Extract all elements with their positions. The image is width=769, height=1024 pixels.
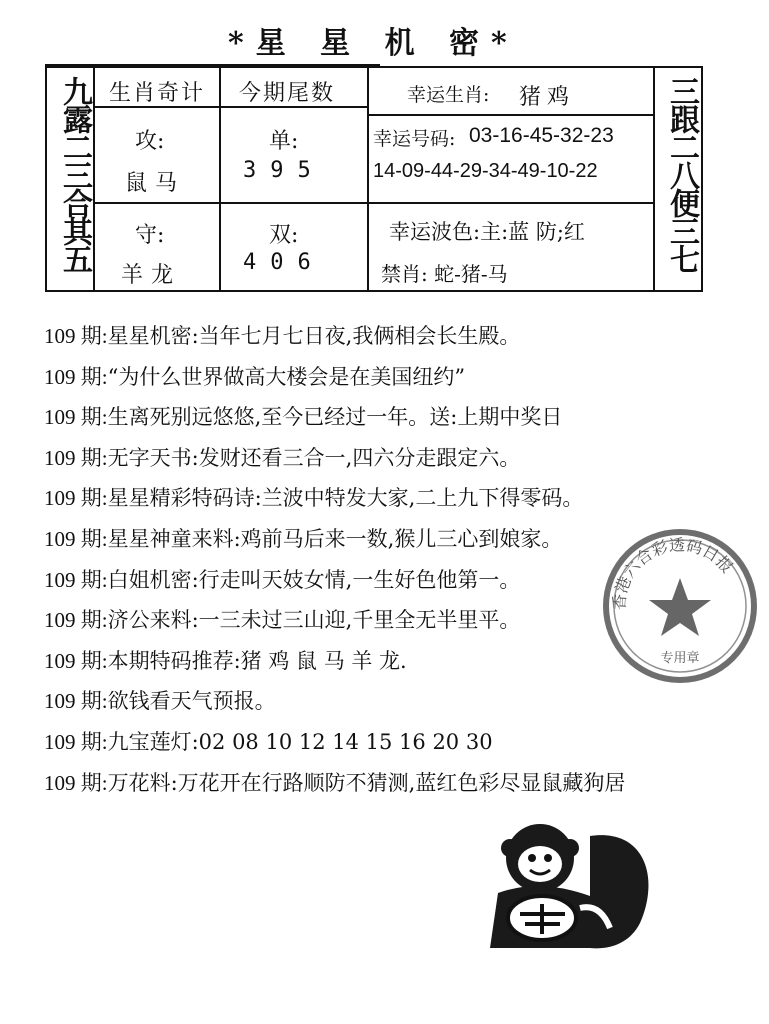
line-text: 万花料:万花开在行路顺防不猜测,蓝红色彩尽显鼠藏狗居 bbox=[107, 770, 626, 795]
line-text: “为什么世界做高大楼会是在美国纽约” bbox=[107, 364, 466, 389]
attack-label: 攻: bbox=[135, 129, 165, 154]
issue-label: 109 期: bbox=[44, 445, 108, 470]
issue-label: 109 期: bbox=[44, 324, 108, 348]
issue-label: 109 期: bbox=[44, 608, 108, 633]
grid-divider bbox=[653, 68, 655, 290]
issue-label: 109 期: bbox=[44, 486, 108, 511]
banned-zodiac: 禁肖: 蛇-猪-马 bbox=[381, 262, 508, 286]
issue-label: 109 期: bbox=[44, 364, 108, 389]
double-value: 406 bbox=[243, 250, 325, 275]
lucky-wave: 幸运波色:主:蓝 防;红 bbox=[389, 220, 585, 244]
single-value: 395 bbox=[243, 158, 325, 183]
lucky-zodiac-value: 猪鸡 bbox=[519, 85, 576, 110]
list-item bbox=[44, 438, 764, 479]
list-item bbox=[44, 681, 764, 722]
line-text: 星星神童来料:鸡前马后来一数,猴儿三心到娘家。 bbox=[107, 526, 563, 551]
star-icon bbox=[649, 578, 711, 636]
monkey-mascot-icon bbox=[470, 818, 660, 953]
grid-divider bbox=[367, 68, 369, 290]
line-text: 本期特码推荐:猪 鸡 鼠 马 羊 龙. bbox=[107, 648, 407, 673]
grid-divider bbox=[367, 202, 653, 204]
issue-label: 109 期: bbox=[44, 567, 108, 592]
issue-label: 109 期: bbox=[44, 689, 108, 714]
attack-value: 鼠马 bbox=[125, 171, 186, 196]
grid-divider bbox=[367, 114, 653, 116]
list-item bbox=[44, 397, 764, 438]
right-vertical-verse: 三跟二八便三七 bbox=[664, 76, 699, 272]
list-item bbox=[44, 722, 764, 763]
double-label: 双: bbox=[269, 223, 299, 248]
issue-label: 109 期: bbox=[44, 405, 108, 430]
list-item bbox=[44, 316, 764, 357]
svg-text:香港六合彩透码日报: 香港六合彩透码日报 bbox=[609, 535, 737, 611]
line-text: 星星机密:当年七月七日夜,我俩相会长生殿。 bbox=[107, 324, 521, 348]
lucky-zodiac-label: 幸运生肖: bbox=[407, 84, 490, 106]
grid-divider bbox=[93, 202, 367, 204]
line-text: 无字天书:发财还看三合一,四六分走跟定六。 bbox=[107, 445, 521, 470]
line-text: 生离死别远悠悠,至今已经过一年。送:上期中奖日 bbox=[107, 405, 563, 430]
info-grid bbox=[45, 66, 703, 292]
svg-text:专用章: 专用章 bbox=[660, 651, 700, 666]
issue-label: 109 期: bbox=[44, 729, 108, 754]
header-zodiac: 生肖奇计 bbox=[109, 81, 206, 106]
issue-label: 109 期: bbox=[44, 648, 108, 673]
single-label: 单: bbox=[269, 129, 299, 154]
page-title: *星 星 机 密* bbox=[228, 26, 519, 61]
seal-stamp bbox=[602, 528, 758, 684]
defend-label: 守: bbox=[135, 223, 165, 248]
lucky-numbers-row1: 03-16-45-32-23 bbox=[469, 124, 614, 147]
issue-label: 109 期: bbox=[44, 770, 108, 795]
list-item bbox=[44, 763, 764, 804]
lucky-numbers-label: 幸运号码: bbox=[373, 128, 456, 150]
line-text: 白姐机密:行走叫天妓女情,一生好色他第一。 bbox=[107, 567, 521, 592]
issue-label: 109 期: bbox=[44, 526, 108, 551]
grid-divider bbox=[219, 68, 221, 290]
list-item bbox=[44, 357, 764, 398]
defend-value: 羊龙 bbox=[121, 263, 182, 288]
list-item bbox=[44, 478, 764, 519]
left-vertical-verse: 九露二三合其五 bbox=[57, 76, 92, 272]
line-text: 济公来料:一三未过三山迎,千里全无半里平。 bbox=[107, 608, 521, 633]
header-tail: 今期尾数 bbox=[239, 81, 336, 106]
line-text: 星星精彩特码诗:兰波中特发大家,二上九下得零码。 bbox=[107, 486, 584, 511]
line-text: 九宝莲灯:02 08 10 12 14 15 16 20 30 bbox=[107, 729, 493, 754]
lucky-numbers-row2: 14-09-44-29-34-49-10-22 bbox=[373, 160, 598, 182]
line-text: 欲钱看天气预报。 bbox=[107, 689, 276, 714]
